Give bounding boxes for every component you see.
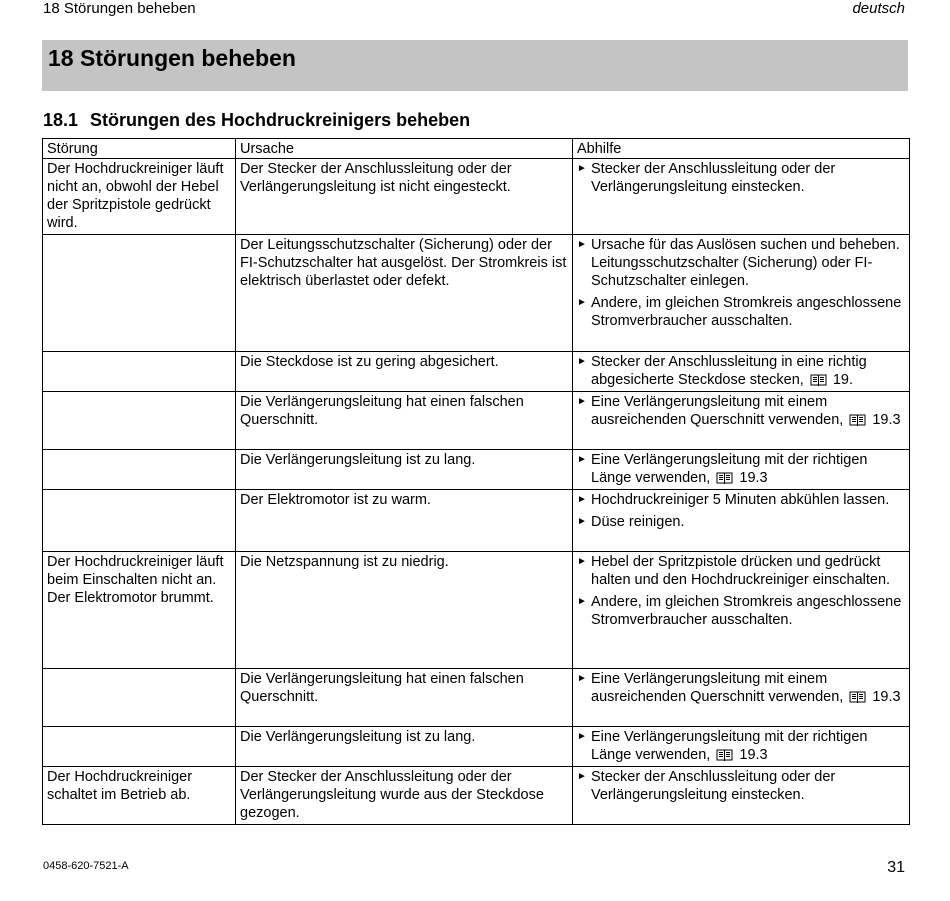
table-row	[43, 490, 910, 552]
remedy-content	[591, 768, 905, 804]
triangle-bullet-icon: ►	[577, 297, 587, 308]
cause-cell: Die Verlängerungsleitung hat einen falschen Querschnitt.	[236, 392, 573, 450]
table-row	[43, 235, 910, 352]
remedy-text: Stecker der Anschlussleitung oder der Verlängerungsleitung einstecken.	[591, 161, 836, 195]
remedy-item	[577, 393, 905, 429]
remedy-text: Stecker der Anschlussleitung oder der Verlängerungsleitung einstecken.	[591, 769, 836, 803]
remedy-text: Eine Verlängerungsleitung mit einem ausreichenden Querschnitt verwenden,	[591, 394, 844, 428]
remedy-item	[577, 451, 905, 487]
remedy-content	[591, 353, 905, 389]
remedy-item	[577, 294, 905, 330]
remedy-cell	[573, 352, 910, 392]
triangle-bullet-icon: ►	[577, 454, 587, 465]
remedy-item	[577, 236, 905, 290]
triangle-bullet-icon: ►	[577, 556, 587, 567]
remedy-cell	[573, 392, 910, 450]
triangle-bullet-icon: ►	[577, 494, 587, 505]
fault-cell	[43, 352, 236, 392]
cause-cell: Die Verlängerungsleitung hat einen falschen Querschnitt.	[236, 669, 573, 727]
fault-cell	[43, 392, 236, 450]
table-row	[43, 352, 910, 392]
table-row	[43, 767, 910, 825]
running-header-language: deutsch	[852, 0, 905, 17]
remedy-item	[577, 670, 905, 706]
remedy-item	[577, 728, 905, 764]
column-header-remedy: Abhilfe	[573, 139, 910, 159]
table-row	[43, 727, 910, 767]
fault-cell	[43, 235, 236, 352]
fault-cell: Der Hochdruckreiniger schaltet im Betrieb ab.	[43, 767, 236, 825]
book-icon	[849, 413, 866, 426]
column-header-fault: Störung	[43, 139, 236, 159]
triangle-bullet-icon: ►	[577, 596, 587, 607]
remedy-content	[591, 593, 905, 629]
section-number: 18.1	[43, 110, 79, 130]
book-icon	[810, 373, 827, 386]
cause-cell: Der Stecker der Anschlussleitung oder der Verlängerungsleitung ist nicht eingesteckt.	[236, 159, 573, 235]
remedy-text: Eine Verlängerungsleitung mit der richtigen Länge verwenden,	[591, 452, 868, 486]
book-icon	[716, 471, 733, 484]
page-reference: 19.3	[872, 412, 901, 428]
remedy-text: Stecker der Anschlussleitung in eine richtig abgesicherte Steckdose stecken,	[591, 354, 867, 388]
remedy-item	[577, 553, 905, 589]
remedy-content	[591, 553, 905, 589]
cause-cell: Der Leitungsschutzschalter (Sicherung) oder der FI-Schutzschalter hat ausgelöst. Der Stromkreis ist elektrisch überlastet oder defekt.	[236, 235, 573, 352]
remedy-item	[577, 593, 905, 629]
cause-cell: Die Steckdose ist zu gering abgesichert.	[236, 352, 573, 392]
remedy-text: Hebel der Spritzpistole drücken und gedrückt halten und den Hochdruckreiniger einschalten.	[591, 554, 891, 588]
remedy-item	[577, 160, 905, 196]
triangle-bullet-icon: ►	[577, 771, 587, 782]
table-header-row	[43, 139, 910, 159]
remedy-content	[591, 160, 905, 196]
remedy-item	[577, 353, 905, 389]
remedy-cell	[573, 767, 910, 825]
cause-cell: Der Stecker der Anschlussleitung oder der Verlängerungsleitung wurde aus der Steckdose gezogen.	[236, 767, 573, 825]
remedy-text: Düse reinigen.	[591, 514, 685, 530]
fault-cell: Der Hochdruckreiniger läuft nicht an, obwohl der Hebel der Spritzpistole gedrückt wird.	[43, 159, 236, 235]
remedy-cell	[573, 727, 910, 767]
troubleshooting-table	[42, 138, 910, 825]
remedy-content	[591, 294, 905, 330]
remedy-cell	[573, 235, 910, 352]
triangle-bullet-icon: ►	[577, 356, 587, 367]
remedy-content	[591, 670, 905, 706]
book-icon	[849, 690, 866, 703]
remedy-content	[591, 491, 889, 509]
running-header-chapter: 18 Störungen beheben	[43, 0, 196, 17]
column-header-cause: Ursache	[236, 139, 573, 159]
chapter-heading-bar	[42, 40, 908, 91]
remedy-text: Andere, im gleichen Stromkreis angeschlossene Stromverbraucher ausschalten.	[591, 295, 902, 329]
remedy-cell	[573, 159, 910, 235]
remedy-cell	[573, 490, 910, 552]
page-number: 31	[887, 859, 905, 876]
section-heading	[43, 110, 470, 131]
cause-cell: Die Netzspannung ist zu niedrig.	[236, 552, 573, 669]
fault-cell	[43, 669, 236, 727]
remedy-text: Ursache für das Auslösen suchen und beheben. Leitungsschutzschalter (Sicherung) oder FI-Schutzschalter einlegen.	[591, 237, 900, 289]
remedy-text: Eine Verlängerungsleitung mit der richtigen Länge verwenden,	[591, 729, 868, 763]
remedy-content	[591, 451, 905, 487]
remedy-cell	[573, 552, 910, 669]
section-title: Störungen des Hochdruckreinigers beheben	[90, 110, 471, 130]
triangle-bullet-icon: ►	[577, 163, 587, 174]
page-reference: 19.	[832, 372, 854, 388]
remedy-item	[577, 491, 905, 509]
remedy-text: Hochdruckreiniger 5 Minuten abkühlen lassen.	[591, 492, 890, 508]
table-row	[43, 159, 910, 235]
remedy-cell	[573, 450, 910, 490]
page-reference: 19.3	[872, 689, 901, 705]
page-reference: 19.3	[739, 747, 768, 763]
table-row	[43, 552, 910, 669]
triangle-bullet-icon: ►	[577, 239, 587, 250]
remedy-content	[591, 728, 905, 764]
remedy-content	[591, 393, 905, 429]
cause-cell: Die Verlängerungsleitung ist zu lang.	[236, 450, 573, 490]
cause-cell: Die Verlängerungsleitung ist zu lang.	[236, 727, 573, 767]
fault-cell	[43, 727, 236, 767]
table-body	[43, 159, 910, 825]
table-row	[43, 392, 910, 450]
remedy-cell	[573, 669, 910, 727]
remedy-text: Andere, im gleichen Stromkreis angeschlossene Stromverbraucher ausschalten.	[591, 594, 902, 628]
cause-cell: Der Elektromotor ist zu warm.	[236, 490, 573, 552]
remedy-item	[577, 513, 905, 531]
triangle-bullet-icon: ►	[577, 731, 587, 742]
remedy-text: Eine Verlängerungsleitung mit einem ausreichenden Querschnitt verwenden,	[591, 671, 844, 705]
fault-cell	[43, 490, 236, 552]
remedy-content	[591, 513, 685, 531]
triangle-bullet-icon: ►	[577, 673, 587, 684]
page-reference: 19.3	[739, 470, 768, 486]
table-row	[43, 669, 910, 727]
triangle-bullet-icon: ►	[577, 516, 587, 527]
remedy-content	[591, 236, 905, 290]
fault-cell: Der Hochdruckreiniger läuft beim Einschalten nicht an. Der Elektromotor brummt.	[43, 552, 236, 669]
book-icon	[716, 748, 733, 761]
document-number: 0458-620-7521-A	[43, 860, 129, 872]
chapter-title: 18 Störungen beheben	[48, 45, 296, 71]
triangle-bullet-icon: ►	[577, 396, 587, 407]
remedy-item	[577, 768, 905, 804]
fault-cell	[43, 450, 236, 490]
table-row	[43, 450, 910, 490]
